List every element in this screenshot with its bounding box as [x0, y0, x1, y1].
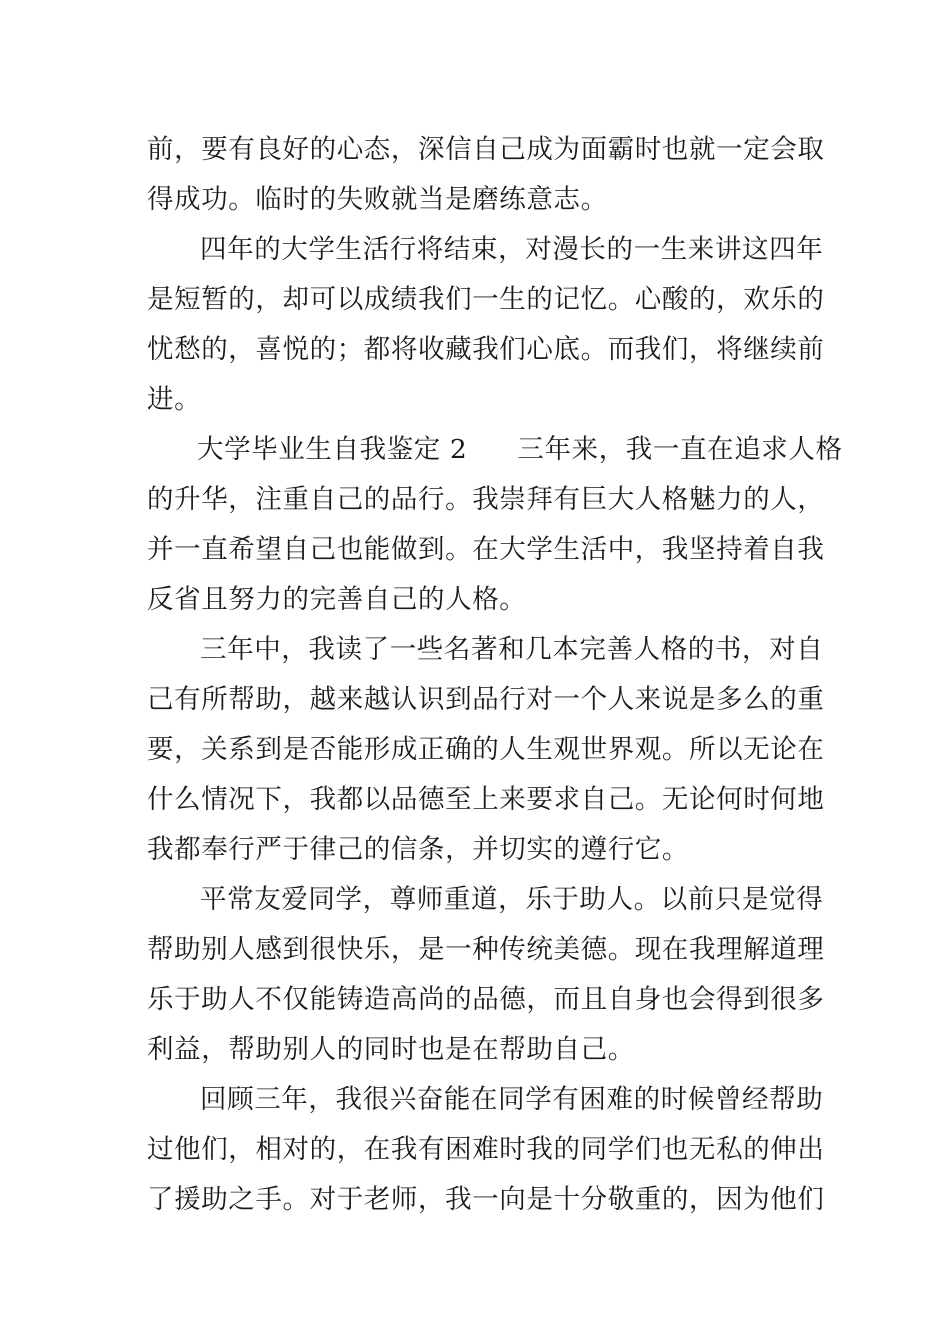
text-line: 过他们，相对的，在我有困难时我的同学们也无私的伸出	[147, 1134, 825, 1165]
text-line: 利益，帮助别人的同时也是在帮助自己。	[147, 1034, 635, 1065]
text-line: 回顾三年，我很兴奋能在同学有困难的时候曾经帮助	[200, 1084, 824, 1115]
text-line: 进。	[147, 384, 202, 415]
text-line: 三年来，我一直在追求人格	[517, 434, 843, 465]
section-heading: 大学毕业生自我鉴定 2	[197, 434, 468, 465]
text-line: 了援助之手。对于老师，我一向是十分敬重的，因为他们	[147, 1184, 825, 1215]
text-line: 的升华，注重自己的品行。我崇拜有巨大人格魅力的人，	[147, 484, 825, 515]
document-body	[147, 125, 843, 1225]
text-line: 忧愁的，喜悦的；都将收藏我们心底。而我们，将继续前	[147, 334, 825, 365]
text-line: 反省且努力的完善自己的人格。	[147, 584, 527, 615]
text-line: 乐于助人不仅能铸造高尚的品德，而且自身也会得到很多	[147, 984, 825, 1015]
text-line: 并一直希望自己也能做到。在大学生活中，我坚持着自我	[147, 534, 825, 565]
text-line: 我都奉行严于律己的信条，并切实的遵行它。	[147, 834, 689, 865]
heading-line	[147, 425, 843, 475]
text-line: 前，要有良好的心态，深信自己成为面霸时也就一定会取	[147, 134, 825, 165]
text-line: 三年中，我读了一些名著和几本完善人格的书，对自	[200, 634, 824, 665]
text-line: 什么情况下，我都以品德至上来要求自己。无论何时何地	[147, 784, 825, 815]
text-line: 帮助别人感到很快乐，是一种传统美德。现在我理解道理	[147, 934, 825, 965]
text-line: 要，关系到是否能形成正确的人生观世界观。所以无论在	[147, 734, 825, 765]
text-line: 是短暂的，却可以成绩我们一生的记忆。心酸的，欢乐的	[147, 284, 825, 315]
text-line: 己有所帮助，越来越认识到品行对一个人来说是多么的重	[147, 684, 825, 715]
text-line: 平常友爱同学，尊师重道，乐于助人。以前只是觉得	[200, 884, 824, 915]
text-line: 四年的大学生活行将结束，对漫长的一生来讲这四年	[200, 234, 824, 265]
text-line: 得成功。临时的失败就当是磨练意志。	[147, 184, 608, 215]
